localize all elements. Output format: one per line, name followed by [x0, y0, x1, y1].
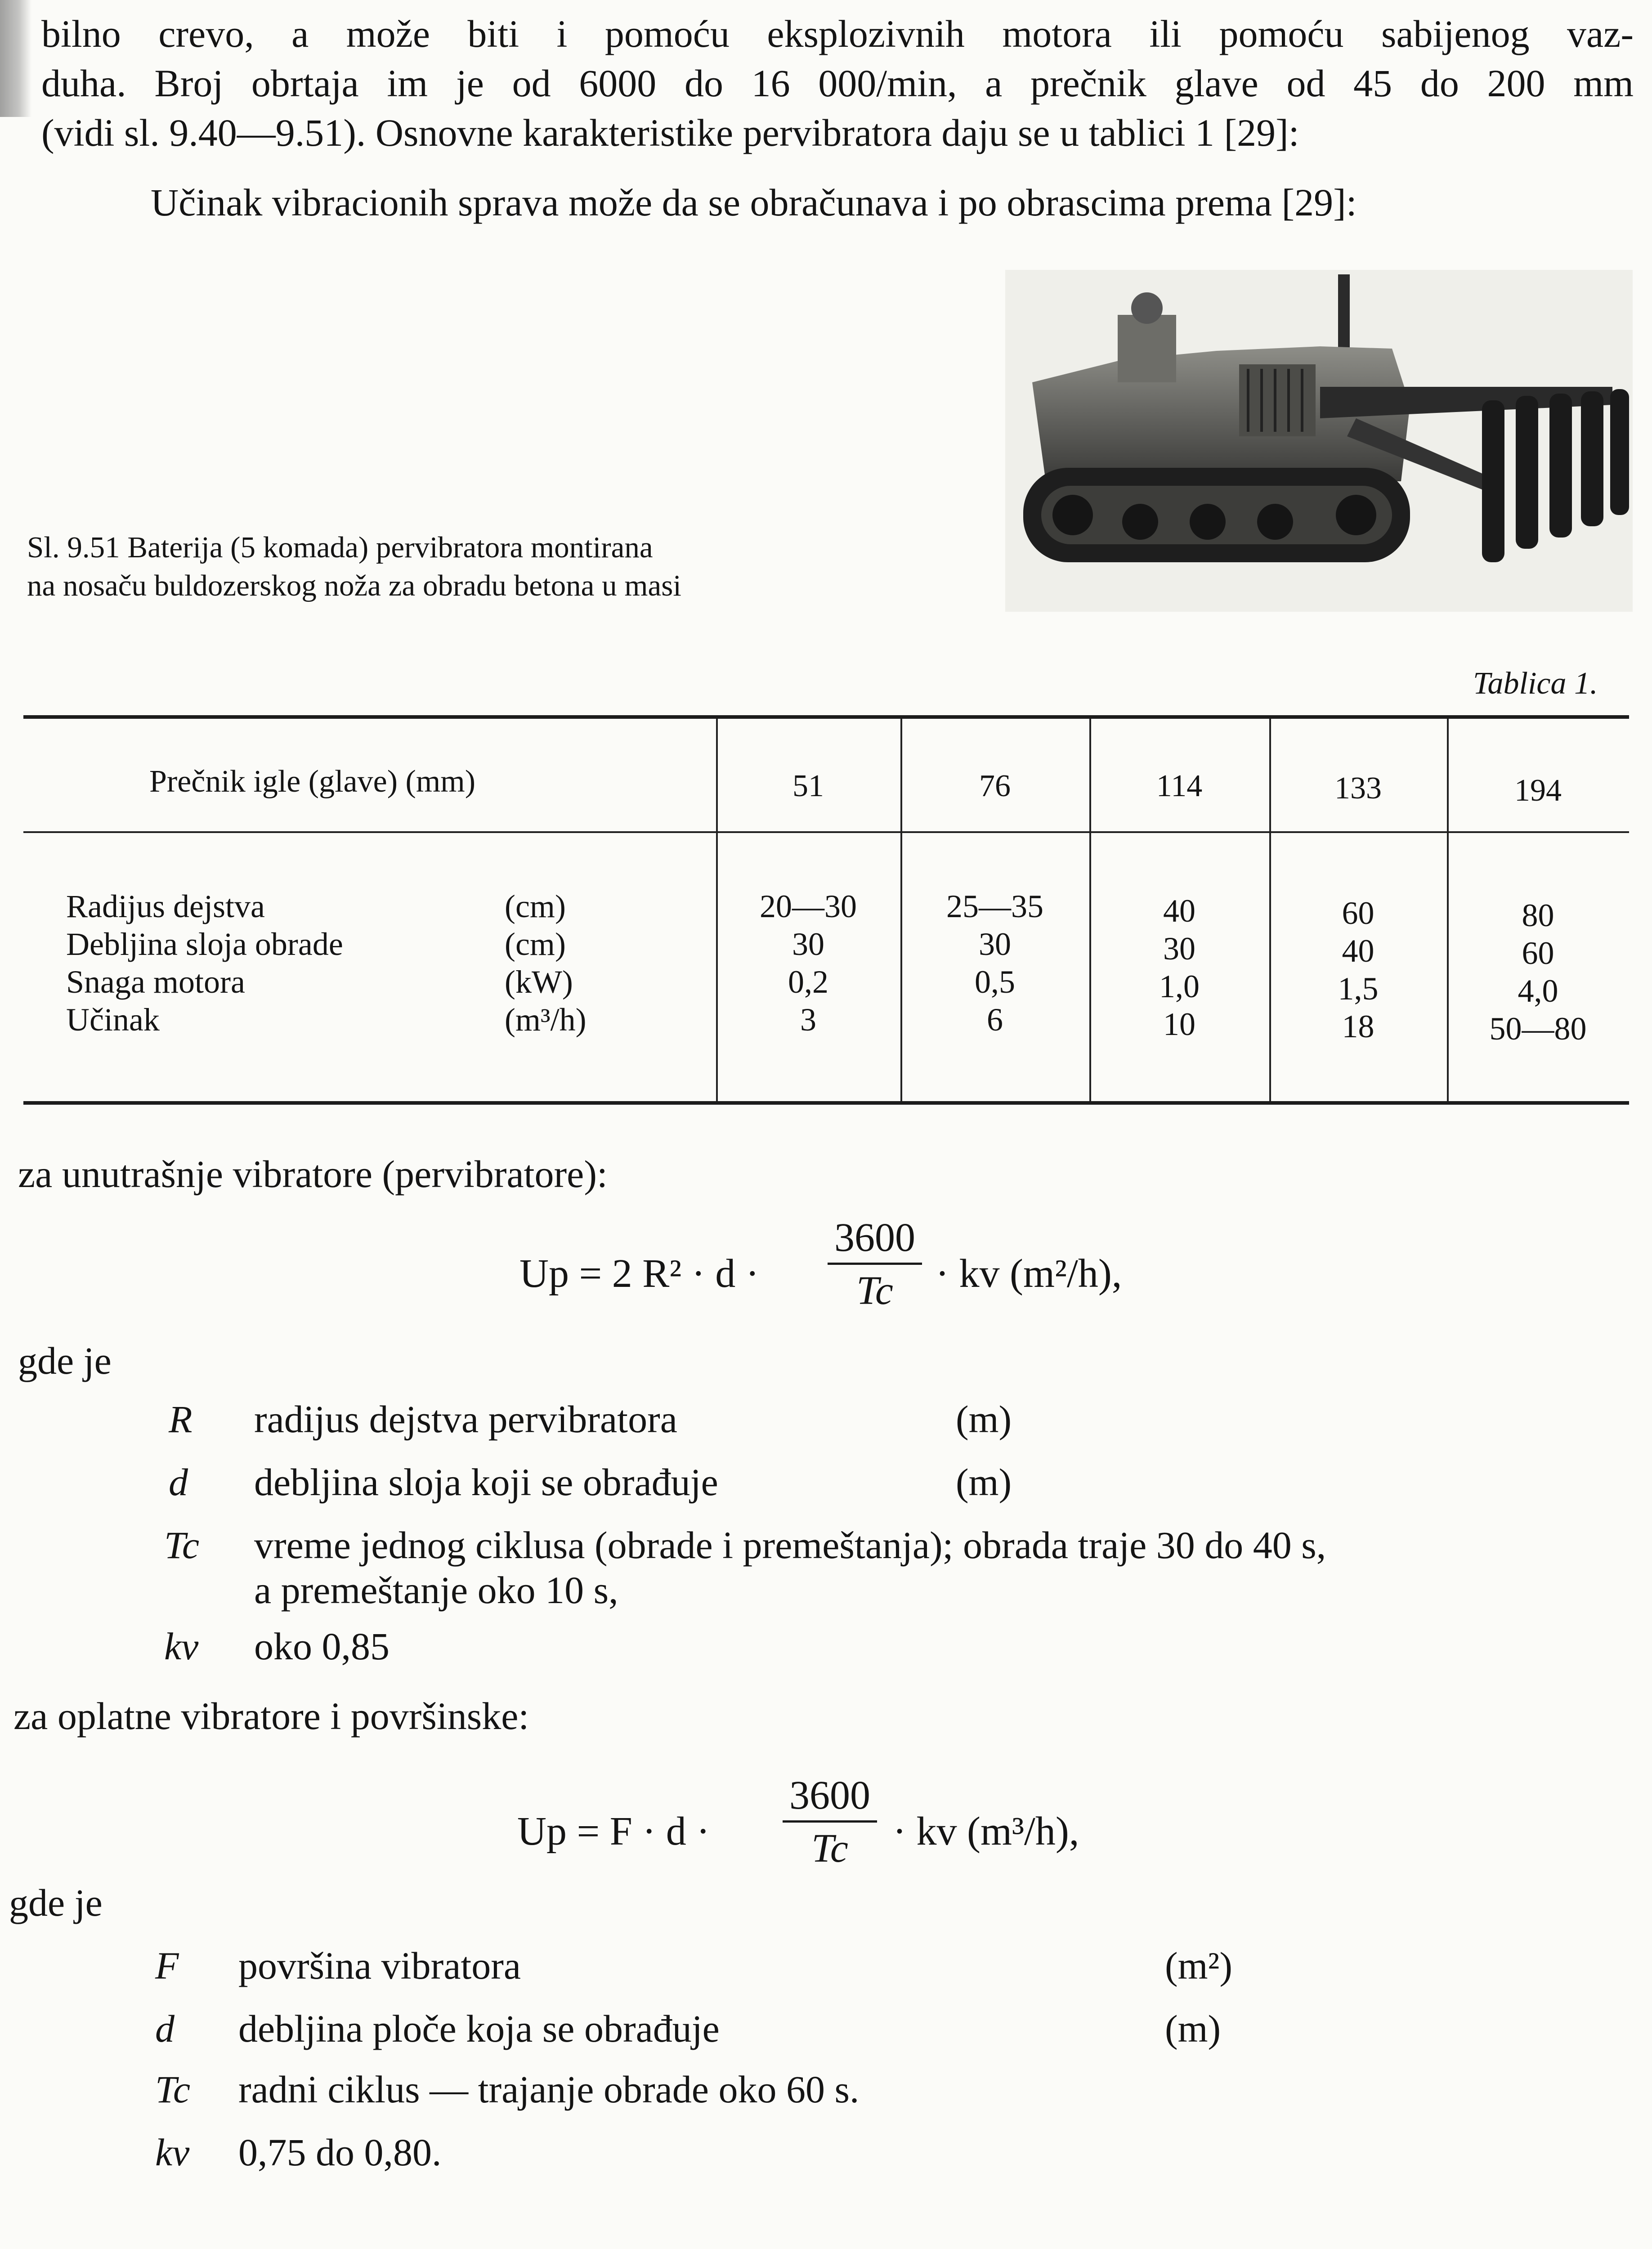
- table-cell: 18: [1342, 1008, 1374, 1044]
- table-cell: 1,0: [1159, 968, 1200, 1004]
- legend-description: vreme jednog ciklusa (obrade i premeštanja); obrada traje 30 do 40 s,: [254, 1523, 1326, 1567]
- table-column: [1447, 896, 1629, 1048]
- legend-symbol: R: [169, 1398, 193, 1441]
- table-cell: 30: [1163, 931, 1195, 967]
- fraction-denominator: Tc: [811, 1826, 848, 1871]
- legend-symbol: d: [155, 2007, 175, 2050]
- table-cell: 40: [1342, 933, 1374, 969]
- row-unit: (cm): [505, 888, 566, 924]
- legend-description: površina vibratora: [238, 1944, 521, 1987]
- table-header-cell: 133: [1334, 771, 1382, 806]
- fraction-bar: [783, 1820, 877, 1823]
- table-cell: 60: [1342, 895, 1374, 931]
- formula-fraction: [783, 1772, 877, 1872]
- table-label: Tablica 1.: [1473, 666, 1598, 701]
- where-label: gde je: [18, 1339, 112, 1382]
- formula-lhs: Up = 2 R² · d ·: [519, 1251, 759, 1296]
- bulldozer-photo: [1005, 270, 1633, 612]
- section-intro: za unutrašnje vibratore (pervibratore):: [18, 1152, 608, 1196]
- table-column: [1089, 892, 1269, 1043]
- legend-symbol: kv: [155, 2131, 190, 2174]
- table-cell: 60: [1522, 935, 1554, 971]
- legend-description: oko 0,85: [254, 1625, 389, 1668]
- table-cell: 3: [800, 1002, 816, 1038]
- table-cell: 20—30: [760, 888, 857, 924]
- fraction-numerator: 3600: [834, 1215, 915, 1260]
- legend-symbol: Tc: [155, 2068, 191, 2111]
- paragraph-line: duha. Broj obrtaja im je od 6000 do 16 000/min, a prečnik glave od 45 do 200 mm: [41, 62, 1634, 105]
- table-cell: 1,5: [1338, 971, 1379, 1007]
- row-label: Snaga motora: [66, 964, 245, 1000]
- bulldozer-image: [1005, 270, 1633, 612]
- figure-caption: Sl. 9.51 Baterija (5 komada) pervibratora montirana: [27, 531, 653, 564]
- table-header-cell: 194: [1514, 773, 1562, 808]
- figure-caption: na nosaču buldozerskog noža za obradu betona u masi: [27, 569, 681, 602]
- row-label: Radijus dejstva: [66, 888, 265, 924]
- table-cell: 10: [1163, 1006, 1195, 1042]
- table-header-cell: 114: [1156, 769, 1203, 803]
- legend-description: 0,75 do 0,80.: [238, 2131, 442, 2174]
- legend-unit: (m²): [1165, 1944, 1232, 1987]
- table-cell: 30: [792, 926, 824, 962]
- fraction-bar: [828, 1263, 922, 1265]
- row-unit-stack: [505, 887, 586, 1039]
- legend-symbol: d: [169, 1461, 188, 1504]
- table-cell: 50—80: [1489, 1011, 1587, 1047]
- scan-spine-shadow: [0, 0, 31, 117]
- table-cell: 6: [987, 1002, 1003, 1038]
- row-unit: (kW): [505, 964, 573, 1000]
- row-unit: (cm): [505, 926, 566, 962]
- paragraph-line: bilno crevo, a može biti i pomoću eksplozivnih motora ili pomoću sabijenog vaz-: [41, 12, 1634, 55]
- table-cell: 30: [979, 926, 1011, 962]
- fraction-denominator: Tc: [856, 1268, 893, 1313]
- legend-symbol: kv: [164, 1625, 199, 1668]
- row-unit: (m³/h): [505, 1002, 586, 1038]
- legend-description: debljina ploče koja se obrađuje: [238, 2007, 720, 2050]
- table-cell: 4,0: [1518, 973, 1558, 1009]
- legend-symbol: F: [155, 1944, 179, 1987]
- legend-unit: (m): [956, 1461, 1012, 1504]
- legend-description: radijus dejstva pervibratora: [254, 1398, 677, 1441]
- table-header-cell: 76: [979, 769, 1011, 803]
- table-column: [716, 887, 900, 1039]
- header-divider: [23, 831, 1629, 833]
- formula-fraction: [828, 1214, 922, 1314]
- fraction-numerator: 3600: [789, 1773, 870, 1818]
- table-column: [1269, 894, 1447, 1045]
- row-label-stack: [66, 887, 343, 1039]
- data-table: [23, 715, 1629, 1105]
- table-column: [900, 887, 1089, 1039]
- formula-rhs: · kv (m²/h),: [936, 1251, 1122, 1296]
- legend-description: a premeštanje oko 10 s,: [254, 1568, 618, 1612]
- legend-description: debljina sloja koji se obrađuje: [254, 1461, 718, 1504]
- intro-line: Učinak vibracionih sprava može da se obračunava i po obrascima prema [29]:: [151, 181, 1357, 224]
- legend-unit: (m): [956, 1398, 1012, 1441]
- table-cell: 80: [1522, 897, 1554, 933]
- legend-unit: (m): [1165, 2007, 1221, 2050]
- table-cell: 40: [1163, 893, 1195, 929]
- legend-symbol: Tc: [164, 1523, 200, 1567]
- formula-rhs: · kv (m³/h),: [893, 1809, 1079, 1854]
- table-cell: 25—35: [946, 888, 1043, 924]
- table-header-label: Prečnik igle (glave) (mm): [149, 764, 476, 799]
- section-intro: za oplatne vibratore i površinske:: [13, 1694, 529, 1738]
- table-header-cell: 51: [792, 769, 824, 803]
- table-cell: 0,2: [788, 964, 828, 1000]
- row-label: Učinak: [66, 1002, 160, 1038]
- paragraph-line: (vidi sl. 9.40—9.51). Osnovne karakteristike pervibratora daju se u tablici 1 [29]:: [41, 111, 1299, 154]
- where-label: gde je: [9, 1881, 103, 1924]
- legend-description: radni ciklus — trajanje obrade oko 60 s.: [238, 2068, 860, 2111]
- row-label: Debljina sloja obrade: [66, 926, 343, 962]
- formula-lhs: Up = F · d ·: [517, 1809, 710, 1854]
- table-cell: 0,5: [975, 964, 1015, 1000]
